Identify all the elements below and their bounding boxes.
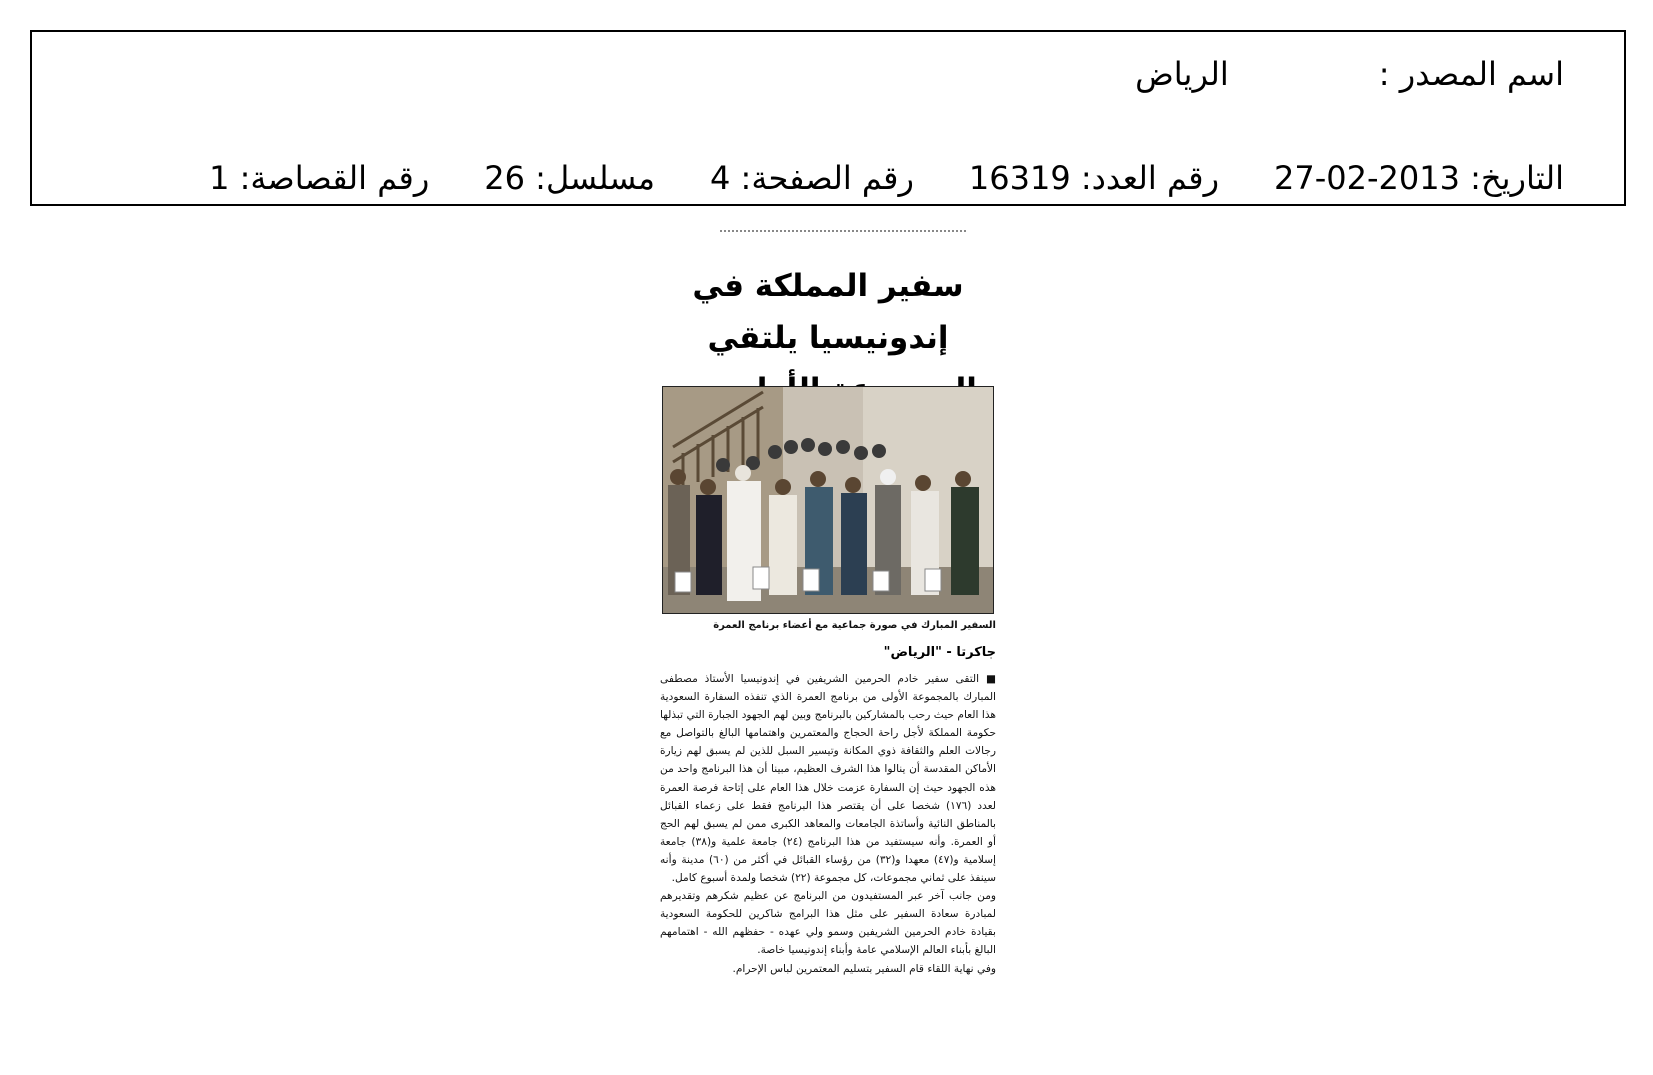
article-body	[660, 670, 996, 978]
source-label: اسم المصدر :	[1378, 55, 1564, 93]
date-field: التاريخ: 2013-02-27	[1274, 159, 1564, 197]
article-paragraph-1: ■ التقى سفير خادم الحرمين الشريفين في إندونيسيا الأستاذ مصطفى المبارك بالمجموعة الأولى من برنامج العمرة الذي تنفذه السفارة السعودية هذا العام حيث رحب بالمشاركين بالبرنامج وبين لهم الجهود الجبارة التي تبذلها حكومة المملكة لأجل راحة الحجاج والمعتمرين واهتمامها البالغ بالتواصل مع رجالات العلم والثقافة ذوي المكانة وتيسير السبل للذين لم يسبق لهم زيارة الأماكن المقدسة أن ينالوا هذا الشرف العظيم، مبينا أن هذا البرنامج واحد من هذه الجهود حيث إن السفارة عزمت خلال هذا العام على إتاحة فرصة العمرة لعدد (١٧٦) شخصا على أن يقتصر هذا البرنامج فقط على زعماء القبائل بالمناطق النائية وأساتذة الجامعات والمعاهد الكبرى ممن لم يسبق لهم الحج أو العمرة. وأنه سيستفيد من هذا البرنامج (٢٤) جامعة علمية و(٣٨) جامعة إسلامية و(٤٧) معهدا و(٣٢) من رؤساء القبائل في أكثر من (٦٠) مدينة وأنه سينفذ على ثماني مجموعات، كل مجموعة (٢٢) شخصا ولمدة أسبوع كامل.	[660, 673, 996, 885]
group-photo-image	[663, 387, 993, 613]
clip-number-field: رقم القصاصة: 1	[209, 159, 430, 197]
article-dateline: جاكرتا - "الرياض"	[883, 645, 996, 660]
group-photo	[662, 386, 994, 614]
page-number-field: رقم الصفحة: 4	[710, 159, 914, 197]
metadata-row	[209, 154, 1564, 202]
article-paragraph-2: ومن جانب آخر عبر المستفيدون من البرنامج عن عظيم شكرهم وتقديرهم لمبادرة سعادة السفير على مثل هذا البرامج شاكرين للحكومة السعودية بقيادة خادم الحرمين الشريفين وسمو ولي عهده - حفظهم الله - اهتمامهم البالغ بأبناء العالم الإسلامي عامة وأبناء إندونيسيا خاصة.	[660, 890, 996, 957]
headline-line-1: سفير المملكة في إندونيسيا يلتقي	[692, 268, 964, 356]
serial-field: مسلسل: 26	[484, 159, 655, 197]
clipping-top-edge	[720, 230, 966, 238]
issue-number-field: رقم العدد: 16319	[968, 159, 1220, 197]
metadata-header-box	[30, 30, 1626, 206]
source-value: الرياض	[1135, 55, 1229, 93]
photo-caption: السفير المبارك في صورة جماعية مع أعضاء برنامج العمرة	[713, 620, 996, 631]
newspaper-clipping	[660, 230, 996, 1048]
source-row	[1135, 50, 1564, 98]
article-paragraph-3: وفي نهاية اللقاء قام السفير بتسليم المعتمرين لباس الإحرام.	[732, 962, 996, 975]
